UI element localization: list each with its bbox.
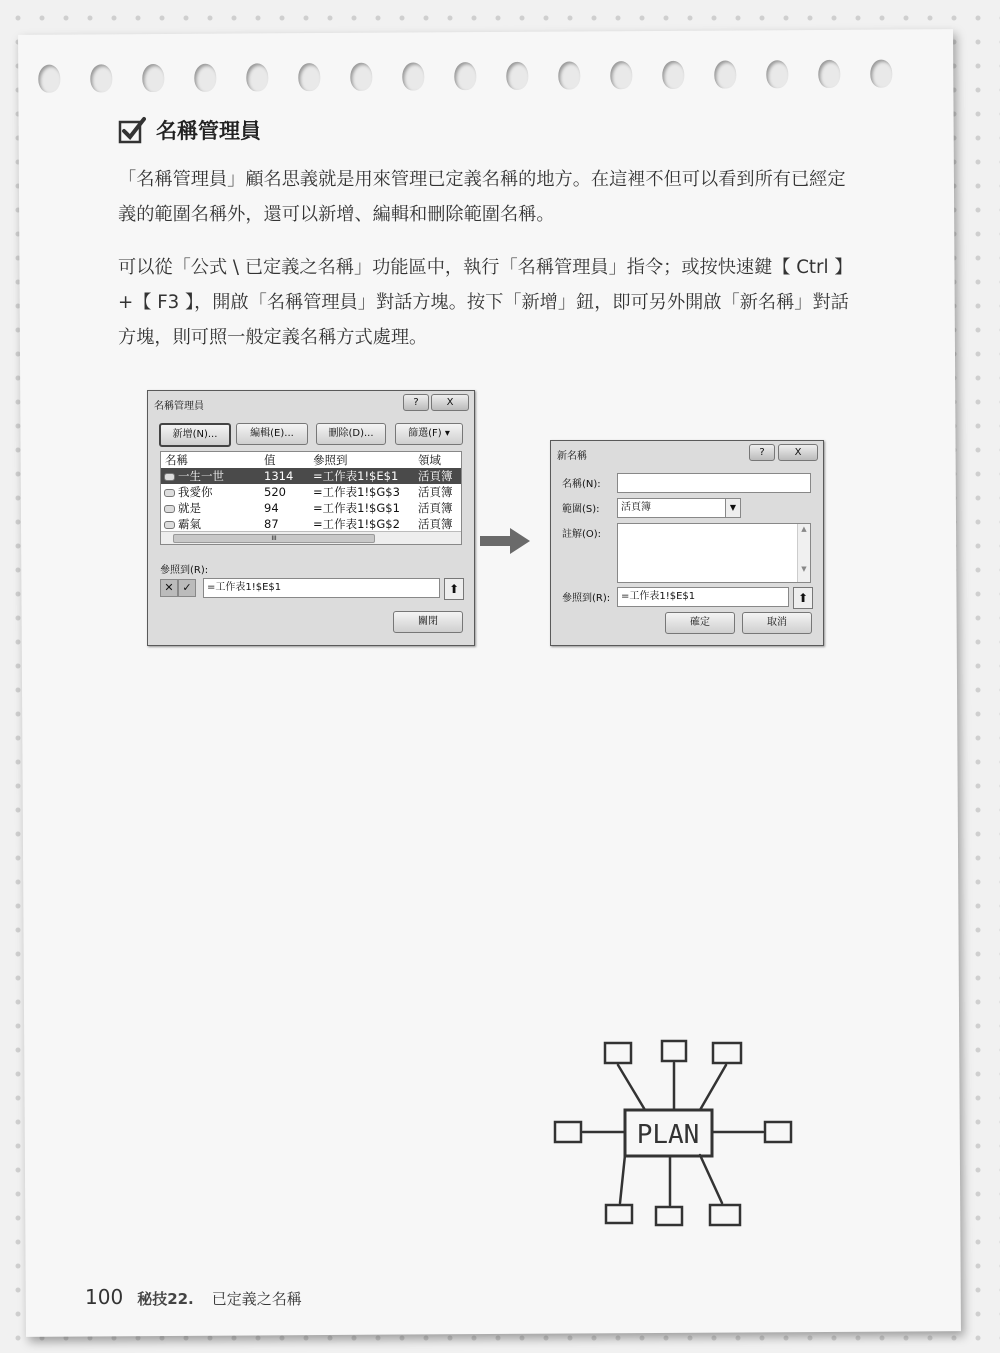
name-tag-icon <box>164 521 175 529</box>
plan-label: PLAN <box>636 1120 700 1150</box>
cancel-button[interactable]: 取消 <box>742 612 812 634</box>
binder-hole <box>298 63 320 91</box>
filter-button[interactable]: 篩選(F) ▾ <box>395 423 463 445</box>
name-tag-icon <box>164 505 175 513</box>
row-value: 87 <box>264 517 279 531</box>
binder-hole <box>90 64 112 92</box>
refers-to-field[interactable]: =工作表1!$E$1 <box>203 578 440 598</box>
binder-hole <box>870 60 892 88</box>
name-field[interactable] <box>617 473 811 493</box>
binder-hole <box>454 62 476 90</box>
row-scope: 活頁簿 <box>418 469 453 483</box>
binder-hole <box>506 62 528 90</box>
list-header <box>161 452 461 468</box>
binder-hole <box>662 61 684 89</box>
binder-hole <box>38 65 60 93</box>
binder-hole <box>402 62 424 90</box>
cancel-edit-icon[interactable]: ✕ <box>160 579 178 597</box>
binder-hole <box>558 61 580 89</box>
list-row[interactable] <box>161 516 461 532</box>
dialog-title: 新名稱 <box>557 451 587 462</box>
chevron-down-icon[interactable]: ▼ <box>725 499 740 517</box>
horizontal-scrollbar[interactable] <box>161 531 461 544</box>
collapse-dialog-icon[interactable]: ⬆ <box>793 587 813 609</box>
column-header[interactable]: 值 <box>264 453 276 467</box>
new-name-dialog <box>550 440 824 646</box>
row-name: 一生一世 <box>178 469 224 483</box>
refers-to-label: 參照到(R): <box>562 593 611 604</box>
ok-button[interactable]: 確定 <box>665 612 735 634</box>
row-scope: 活頁簿 <box>418 501 453 515</box>
scrollbar-thumb[interactable]: III <box>173 534 375 543</box>
row-name: 我愛你 <box>178 485 213 499</box>
row-value: 1314 <box>264 469 294 483</box>
row-name: 就是 <box>178 501 201 515</box>
comment-textarea[interactable] <box>617 523 811 583</box>
refers-to-label: 參照到(R): <box>160 565 209 576</box>
binder-hole <box>766 60 788 88</box>
close-button[interactable]: 關閉 <box>393 611 463 633</box>
list-row[interactable] <box>161 468 461 484</box>
section-title: 名稱管理員 <box>156 119 261 143</box>
row-ref: =工作表1!$G$3 <box>313 485 400 499</box>
binder-hole <box>350 63 372 91</box>
confirm-edit-icon[interactable]: ✓ <box>178 579 196 597</box>
column-header[interactable]: 參照到 <box>313 453 348 467</box>
page-footer <box>85 1285 302 1309</box>
chapter-label: 秘技22. <box>137 1290 194 1308</box>
name-label: 名稱(N): <box>562 479 601 490</box>
list-row[interactable] <box>161 500 461 516</box>
row-ref: =工作表1!$G$1 <box>313 501 400 515</box>
delete-button[interactable]: 刪除(D)... <box>316 423 386 445</box>
right-arrow-icon <box>480 528 530 554</box>
refers-to-field[interactable]: =工作表1!$E$1 <box>617 587 789 607</box>
plan-mindmap-doodle <box>550 1035 800 1235</box>
dialog-title: 名稱管理員 <box>154 401 204 412</box>
close-icon[interactable]: X <box>778 444 818 461</box>
name-manager-dialog <box>147 390 475 646</box>
binder-hole <box>714 60 736 88</box>
chapter-title: 已定義之名稱 <box>211 1290 302 1308</box>
binder-hole <box>818 60 840 88</box>
binder-hole <box>142 64 164 92</box>
binder-holes <box>18 59 953 105</box>
binder-hole <box>610 61 632 89</box>
help-button[interactable]: ? <box>749 444 775 461</box>
vertical-scrollbar[interactable]: ▲ ▼ <box>797 524 810 582</box>
page-number: 100 <box>85 1285 124 1309</box>
row-value: 94 <box>264 501 279 515</box>
scope-select[interactable] <box>617 498 741 518</box>
binder-hole <box>246 63 268 91</box>
row-scope: 活頁簿 <box>418 517 453 531</box>
help-button[interactable]: ? <box>403 394 429 411</box>
binder-hole <box>194 64 216 92</box>
comment-label: 註解(O): <box>562 529 602 540</box>
paragraph-1: 「名稱管理員」顧名思義就是用來管理已定義名稱的地方。在這裡不但可以看到所有已經定義的範圍名稱外，還可以新增、編輯和刪除範圍名稱。 <box>118 169 846 225</box>
row-name: 霸氣 <box>178 517 201 531</box>
edit-button[interactable]: 編輯(E)... <box>236 423 308 445</box>
scope-value: 活頁簿 <box>621 502 651 513</box>
section-heading <box>118 115 261 145</box>
row-value: 520 <box>264 485 286 499</box>
row-ref: =工作表1!$G$2 <box>313 517 400 531</box>
names-list[interactable] <box>160 451 462 545</box>
name-tag-icon <box>164 489 175 497</box>
row-ref: =工作表1!$E$1 <box>313 469 399 483</box>
collapse-dialog-icon[interactable]: ⬆ <box>444 578 464 600</box>
list-row[interactable] <box>161 484 461 500</box>
checkbox-checked-icon <box>118 116 146 144</box>
column-header[interactable]: 名稱 <box>165 453 188 467</box>
new-button[interactable]: 新增(N)... <box>159 423 231 447</box>
close-icon[interactable]: X <box>431 394 469 411</box>
scope-label: 範圍(S): <box>562 504 600 515</box>
name-tag-icon <box>164 473 175 481</box>
column-header[interactable]: 領域 <box>418 453 441 467</box>
paragraph-2: 可以從「公式 \ 已定義之名稱」功能區中，執行「名稱管理員」指令；或按快速鍵【 Ctrl 】+【 F3 】，開啟「名稱管理員」對話方塊。按下「新增」鈕，即可另外開啟「新名稱」對話方塊，則可照一般定義名稱方式處理。 <box>118 257 853 348</box>
row-scope: 活頁簿 <box>418 485 453 499</box>
